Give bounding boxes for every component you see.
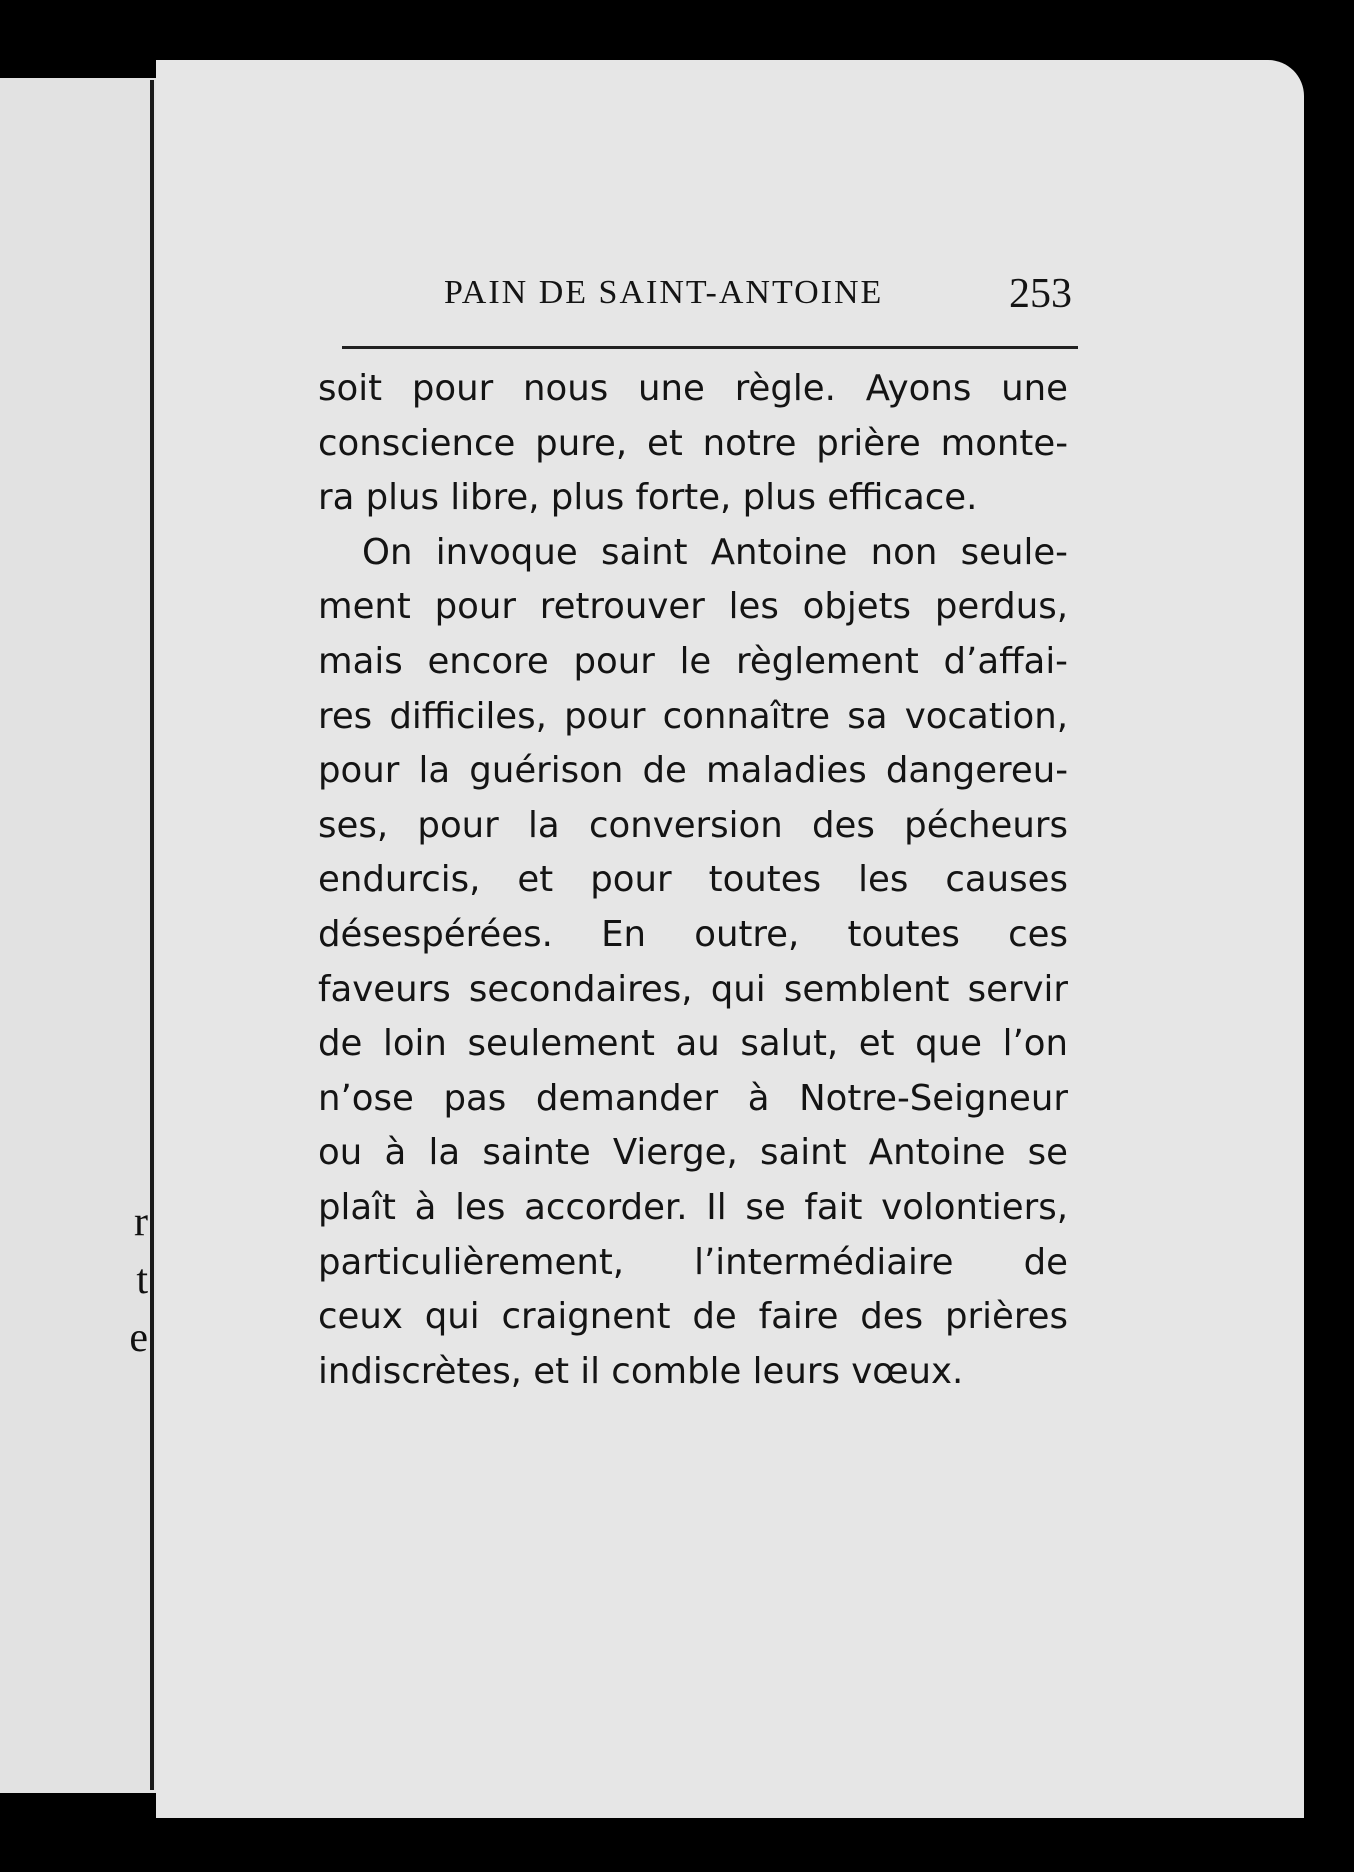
paragraph: [318, 362, 1068, 526]
gutter-line: [150, 80, 154, 1790]
text-line: ra plus libre, plus forte, plus efficace.: [318, 477, 978, 519]
text-line: ceux qui craignent de faire des prières: [318, 1296, 1068, 1338]
text-line: faveurs secondaires, qui semblent servir: [318, 968, 1068, 1010]
left-fragment: e: [129, 1315, 148, 1361]
text-line: ou à la sainte Vierge, saint Antoine se: [318, 1132, 1068, 1174]
text-line: ses, pour la conversion des pécheurs: [318, 804, 1068, 846]
text-line: res difficiles, pour connaître sa vocation,: [318, 695, 1068, 737]
text-line: de loin seulement au salut, et que l’on: [318, 1023, 1068, 1065]
text-line: ment pour retrouver les objets perdus,: [318, 586, 1068, 628]
paragraph: [318, 526, 1068, 1400]
text-line: désespérées. En outre, toutes ces: [318, 913, 1068, 955]
left-page-fragments: [118, 1193, 148, 1367]
text-line: endurcis, et pour toutes les causes: [318, 859, 1068, 901]
page-content: [318, 260, 1080, 1399]
text-line: indiscrètes, et il comble leurs vœux.: [318, 1350, 964, 1392]
text-line: pour la guérison de maladies dangereu-: [318, 750, 1068, 792]
text-line: On invoque saint Antoine non seule-: [362, 531, 1068, 573]
running-head: [318, 260, 1080, 317]
body-text: [318, 362, 1068, 1399]
left-page-edge: [0, 78, 156, 1793]
text-line: soit pour nous une règle. Ayons une: [318, 368, 1068, 409]
header-rule: [342, 346, 1078, 349]
text-line: plaît à les accorder. Il se fait volontiers,: [318, 1186, 1068, 1228]
running-head-title: PAIN DE SAINT-ANTOINE: [444, 274, 884, 311]
left-fragment: r: [134, 1199, 148, 1245]
text-line: mais encore pour le règlement d’affai-: [318, 640, 1068, 682]
text-line: conscience pure, et notre prière monte-: [318, 422, 1068, 464]
page-number: 253: [1009, 271, 1072, 317]
text-line: particulièrement, l’intermédiaire de: [318, 1241, 1068, 1283]
text-line: n’ose pas demander à Notre-Seigneur: [318, 1077, 1068, 1119]
left-fragment: t: [136, 1257, 148, 1303]
